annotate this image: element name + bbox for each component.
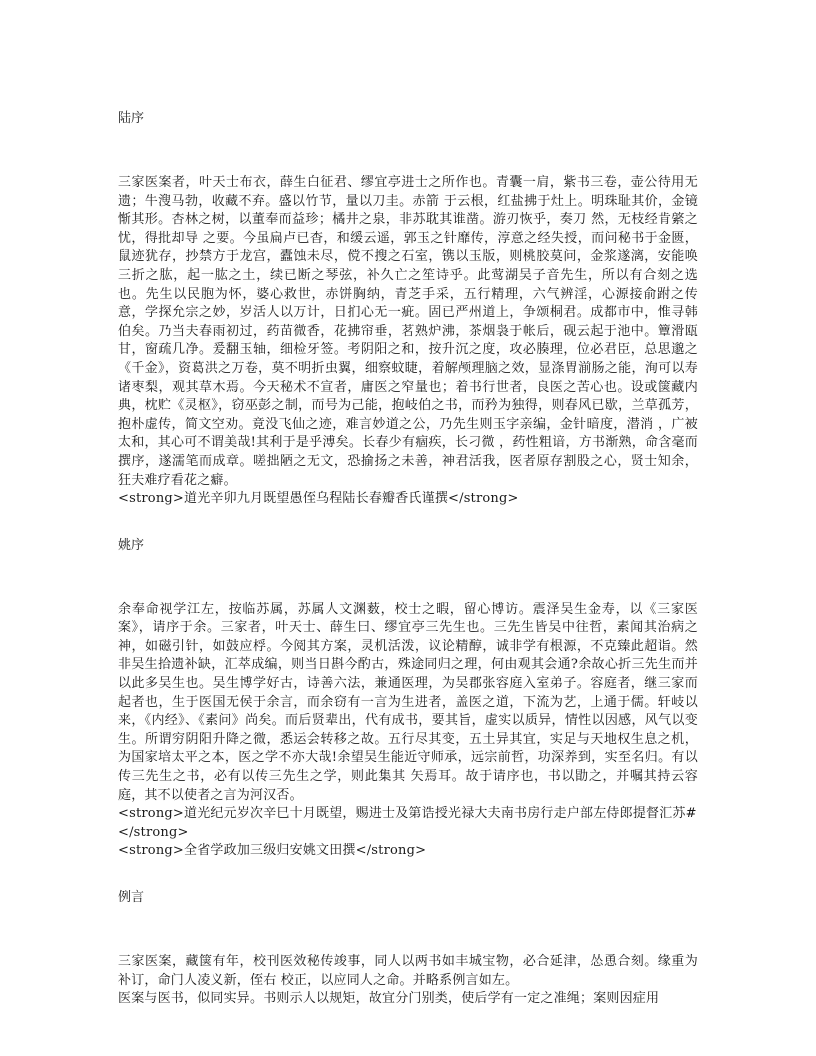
section-heading-lu-preface: 陆序 bbox=[118, 111, 145, 126]
lu-preface-signature: <strong>道光辛卯九月既望愚侄乌程陆长春瓣香氏谨撰</strong> bbox=[118, 491, 519, 507]
yao-preface-signature-2: <strong>全省学政加三级归安姚文田撰</strong> bbox=[118, 843, 427, 859]
document-page bbox=[118, 110, 698, 1009]
general-remarks-body-2: 医案与医书，似同实异。书则示人以规矩，故宜分门别类，使后学有一定之准绳；案则因症用 bbox=[118, 991, 660, 1007]
lu-preface-body: 三家医案者，叶天士布衣，薛生白征君、缪宜亭进士之所作也。青囊一肩，紫书三卷，壶公待用无遗；牛溲马勃，收藏不弃。盛以竹节，量以刀圭。赤箭 于云根，红盐拂于灶上。明珠耻其价，金镜惭其形。杏林之树，以董奉而益珍；橘井之泉，非苏耽其谁凿。游刃恢乎，奏刀 然，无枝经肯綮之忧，得批却导 之要。今虽扁卢已杳，和缓云遥，郭玉之针靡传，淳意之经失授，而问秘书于金匮，鼠迹犹存，抄禁方于龙宫，蠹蚀未尽，傥不搜之石室，镌以玉版，则桃胶莫问，金浆遂漓，安能唤三折之肱，起一肱之土，续已断之琴弦，补久亡之笙诗乎。此莺湖吴子音先生，所以有合刻之选也。先生以民胞为怀，婆心救世，赤饼胸纳，青芝手采，五行精理，六气辨淫，心源接俞跗之传意，学探允宗之妙，岁活人以万计，日扪心无一疵。固已严州道上，争颂桐君。成都市中，惟寻韩伯矣。乃当夫春雨初过，药苗微香，花拂帘垂，茗熟炉沸，茶烟袅于帐后，砚云起于池中。簟滑瓯甘，窗疏几净。爰翻玉轴，细检牙签。考阴阳之和，按升沉之度，攻必腠理，位必君臣，总思邈之《千金》，资葛洪之万卷，莫不明折虫翼，细察蚊睫，着解颅理脑之效，显涤胃湔肠之能，洵可以寿诸枣梨，观其草木焉。今天秘术不宣者，庸医之窄量也；着书行世者，良医之苦心也。设或箧藏内典，枕贮《灵枢》，窃巫彭之制，而号为己能，抱岐伯之书，而矜为独得，则春风已歇，兰草孤芳，抱朴虚传，简文空劝。竟没飞仙之迹，难言妙道之公，乃先生则玉字亲编，金针暗度，潜消 ，广被太和，其心可不谓美哉!其利于是乎溥矣。长春少有痼疾，长刁微 ，药性粗谙，方书渐熟，命含毫而撰序，遂濡笔而成章。嗟拙陋之无文，恐揄扬之未善，神君活我，医者原存割股之心，贤士知余，狂夫难疗看花之癖。 bbox=[118, 175, 698, 488]
yao-preface-body: 余奉命视学江左，按临苏属，苏属人文渊薮，校士之暇，留心博访。震泽吴生金寿，以《三家医案》，请序于余。三家者，叶天士、薛生曰、缪宜亭三先生也。三先生皆吴中往哲，素闻其治病之神，如磁引针，如鼓应桴。今阅其方案，灵机活泼，议论精醇，诚非学有根源，不克臻此超诣。然非吴生拾遗补缺，汇萃成编，则当日斟今酌古，殊途同归之理，何由观其会通?余故心折三先生而并以此多吴生也。吴生博学好古，诗善六法，兼通医理，为吴郡张容庭入室弟子。容庭者，继三家而起者也，生于医国无侯于余言，而余窃有一言为生进者，盖医之道，下流为艺，上通于儒。轩岐以来，《内经》、《素问》尚矣。而后贤辈出，代有成书，要其旨，虚实以质异，情性以因感，风气以变生。所谓穷阴阳升降之微，悉运会转移之故。五行尽其变，五土异其宜，实足与天地权生息之机，为国家培太平之本，医之学不亦大哉!余望吴生能近守师承，远宗前哲，功深养到，实至名归。有以传三先生之书，必有以传三先生之学，则此集其 矢焉耳。故于请序也，书以勖之，并嘱其持云容庭，其不以使者之言为河汉否。 bbox=[118, 601, 698, 803]
general-remarks-body: 三家医案，藏箧有年，校刊医效秘传竣事，同人以两书如丰城宝物，必合延津，怂恿合刻。缘重为补订，命门人凌义新，侄右 校正，以应同人之命。并略系例言如左。 bbox=[118, 954, 698, 988]
section-heading-general-remarks: 例言 bbox=[118, 890, 145, 905]
yao-preface-signature: <strong>道光纪元岁次辛巳十月既望，赐进士及第诰授光禄大夫南书房行走户部左侍郎提督汇苏#</strong> bbox=[118, 806, 697, 840]
section-heading-yao-preface: 姚序 bbox=[118, 537, 145, 553]
